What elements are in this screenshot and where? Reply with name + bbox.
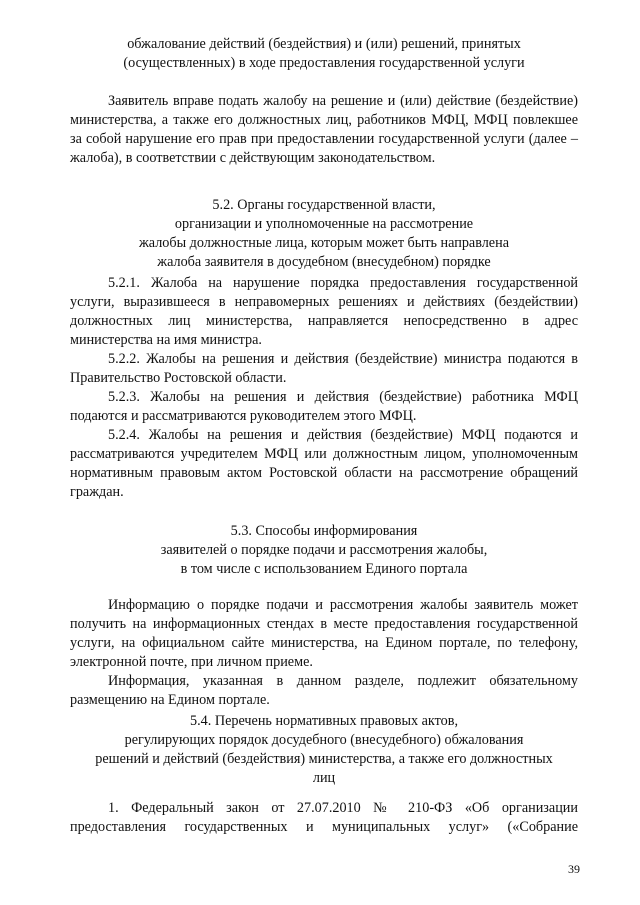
heading-line: 5.4. Перечень нормативных правовых актов, <box>190 713 458 729</box>
heading-line: лиц <box>312 770 336 786</box>
page-number: 39 <box>568 862 580 876</box>
heading-line: обжалование действий (бездействия) и (или) решений, принятых <box>127 36 521 52</box>
section-5-4-heading <box>70 712 578 788</box>
intro-heading <box>70 35 578 73</box>
heading-line: в том числе с использованием Единого портала <box>180 561 468 577</box>
heading-line: решений и действий (бездействия) министерства, а также его должностных <box>95 751 553 767</box>
heading-line: 5.3. Способы информирования <box>230 523 418 539</box>
heading-line: 5.2. Органы государственной власти, <box>212 197 436 213</box>
heading-line: заявителей о порядке подачи и рассмотрения жалобы, <box>160 542 488 558</box>
body-paragraph: Информацию о порядке подачи и рассмотрения жалобы заявитель может получить на информационных стендах в месте предоставления государственной услуги, на официальном сайте министерства, на Едином портале, по телефону, электронной почте, при личном приеме. <box>70 597 578 670</box>
body-paragraph: 5.2.3. Жалобы на решения и действия (бездействие) работника МФЦ подаются и рассматриваются руководителем этого МФЦ. <box>70 389 578 424</box>
heading-line: организации и уполномоченные на рассмотрение <box>174 216 474 232</box>
heading-line: жалоба заявителя в досудебном (внесудебном) порядке <box>157 254 491 270</box>
section-5-3-body <box>70 596 578 710</box>
body-paragraph: 1. Федеральный закон от 27.07.2010 № 210-ФЗ «Об организации предоставления государственных и муниципальных услуг» («Собрание <box>70 800 578 835</box>
section-5-2-heading <box>70 196 578 272</box>
body-paragraph: 5.2.1. Жалоба на нарушение порядка предоставления государственной услуги, выразившееся в неправомерных решениях и действиях (бездействии) должностных лиц министерства, направляется непосредственно в адрес министерства на имя министра. <box>70 275 578 348</box>
heading-line: (осуществленных) в ходе предоставления государственной услуги <box>123 55 525 71</box>
body-paragraph: Информация, указанная в данном разделе, подлежит обязательному размещению на Едином портале. <box>70 673 578 708</box>
body-paragraph: Заявитель вправе подать жалобу на решение и (или) действие (бездействие) министерства, а также его должностных лиц, работников МФЦ, МФЦ повлекшее за собой нарушение его прав при предоставлении государственной услуги (далее – жалоба), в соответствии с действующим законодательством. <box>70 93 578 166</box>
section-5-3-heading <box>70 522 578 579</box>
body-paragraph: 5.2.2. Жалобы на решения и действия (бездействие) министра подаются в Правительство Ростовской области. <box>70 351 578 386</box>
body-paragraph: 5.2.4. Жалобы на решения и действия (бездействие) МФЦ подаются и рассматриваются учредителем МФЦ или должностным лицом, уполномоченным нормативным правовым актом Ростовской области на рассмотрение обращений граждан. <box>70 427 578 500</box>
section-5-2-body <box>70 274 578 502</box>
heading-line: регулирующих порядок досудебного (внесудебного) обжалования <box>124 732 524 748</box>
section-5-4-body <box>70 799 578 837</box>
heading-line: жалобы должностные лица, которым может быть направлена <box>138 235 509 251</box>
intro-paragraph-block <box>70 92 578 168</box>
